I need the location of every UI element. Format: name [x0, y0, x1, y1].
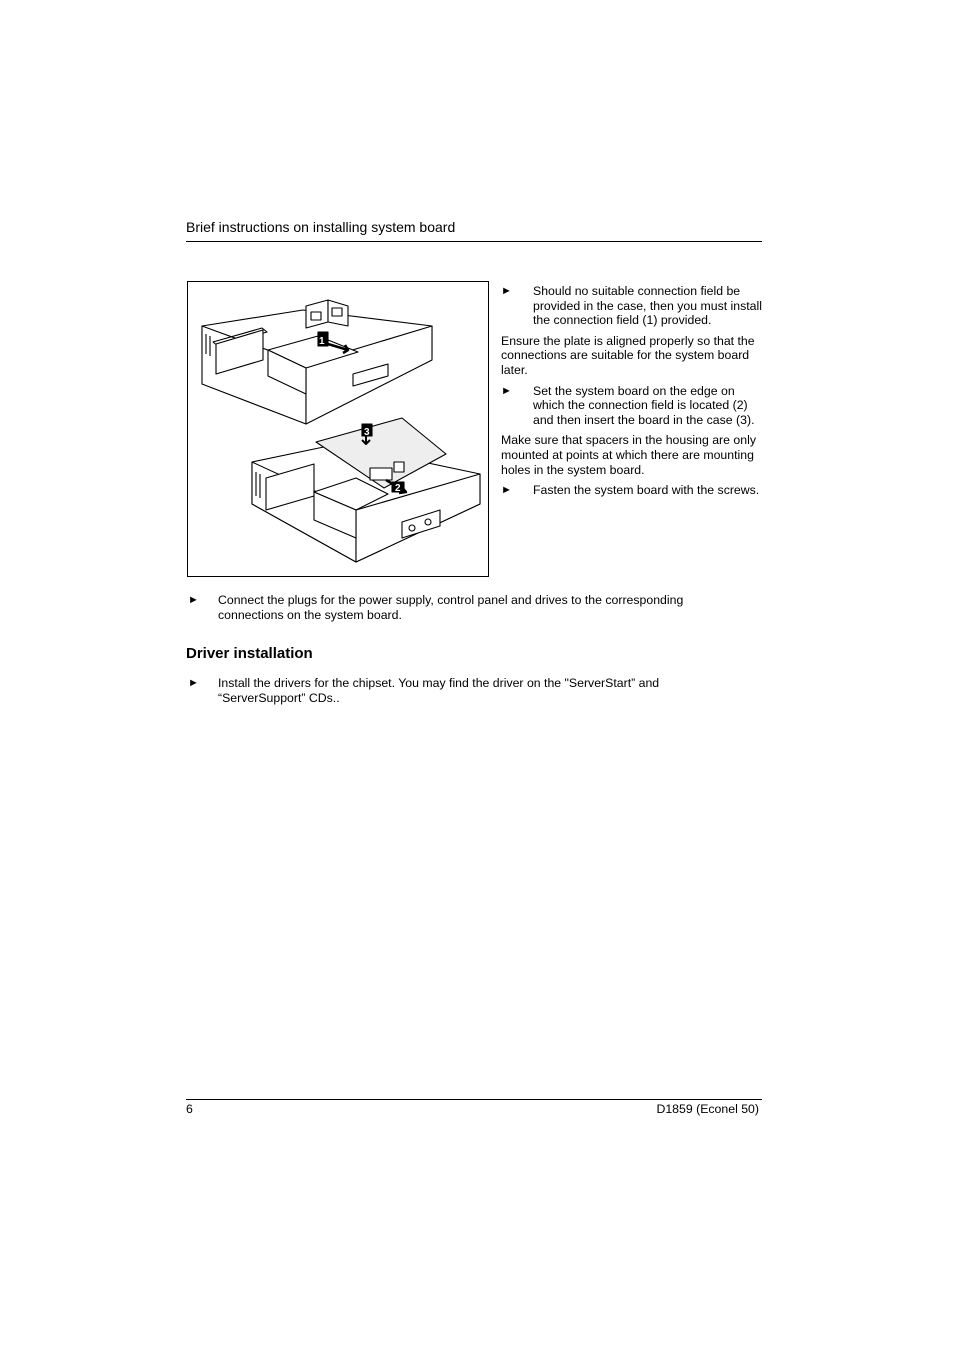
installation-figure — [187, 281, 489, 577]
document-id: D1859 (Econel 50) — [656, 1102, 759, 1116]
instruction-bullet-set-board — [501, 384, 763, 428]
callout-3-label: 3 — [364, 427, 370, 438]
instruction-text: Set the system board on the edge on which the connection field is located (2) and then insert the board in the case (3). — [533, 383, 755, 427]
instruction-text: Install the drivers for the chipset. You may find the driver on the "ServerStart” and “ServerSupport” CDs.. — [218, 676, 660, 705]
instruction-bullet-fasten — [501, 483, 763, 498]
instructions-column — [501, 284, 763, 504]
bullet-marker: ► — [501, 484, 512, 497]
callout-2-label: 2 — [395, 483, 401, 494]
bullet-marker: ► — [501, 384, 512, 397]
running-header: Brief instructions on installing system board — [186, 219, 456, 235]
note-plate-alignment: Ensure the plate is aligned properly so that the connections are suitable for the system board later. — [501, 333, 755, 377]
bullet-marker: ► — [188, 677, 199, 689]
callout-1-label: 1 — [319, 336, 325, 347]
footer-rule — [186, 1099, 762, 1100]
instruction-text: Connect the plugs for the power supply, control panel and drives to the corresponding connections on the system board. — [218, 593, 684, 622]
header-rule — [186, 241, 762, 242]
instruction-bullet-install-drivers — [186, 676, 746, 705]
instruction-bullet-connection-field — [501, 284, 763, 328]
case-top-drawing — [202, 300, 432, 424]
instruction-text: Fasten the system board with the screws. — [533, 483, 760, 498]
page-number: 6 — [186, 1102, 193, 1116]
note-spacers: Make sure that spacers in the housing are only mounted at points at which there are mounting holes in the system board. — [501, 433, 756, 477]
bullet-marker: ► — [188, 594, 199, 606]
case-illustration — [188, 282, 488, 576]
instruction-bullet-connect-plugs — [186, 593, 746, 622]
section-title-driver-installation: Driver installation — [186, 645, 313, 662]
instruction-text: Should no suitable connection field be provided in the case, then you must install the connection field (1) provided. — [533, 284, 762, 328]
bullet-marker: ► — [501, 285, 512, 297]
